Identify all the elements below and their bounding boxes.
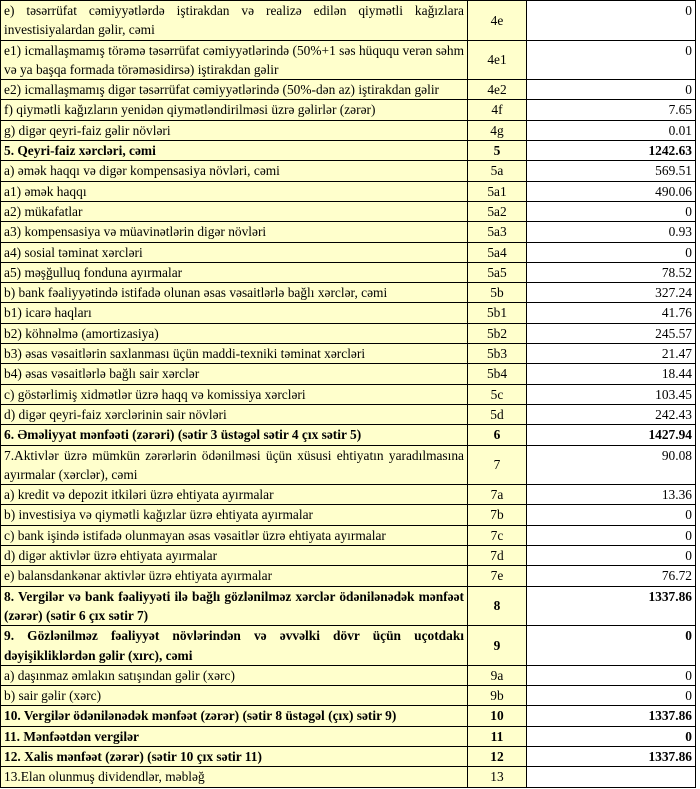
table-row: [1, 525, 696, 545]
row-label: b3) əsas vəsaitlərin saxlanması üçün maddi-texniki təminat xərcləri: [1, 344, 468, 364]
row-value: 327.24: [527, 283, 696, 303]
table-row: [1, 485, 696, 505]
row-code: 5b1: [468, 303, 527, 323]
table-row: [1, 767, 696, 787]
row-code: 6: [468, 425, 527, 445]
row-value: 490.06: [527, 181, 696, 201]
row-label: a) kredit və depozit itkiləri üzrə ehtiyata ayırmalar: [1, 485, 468, 505]
row-label: a2) mükafatlar: [1, 201, 468, 221]
row-value: 1242.63: [527, 141, 696, 161]
row-label: 13.Elan olunmuş dividendlər, məbləğ: [1, 767, 468, 787]
row-label: b2) köhnəlmə (amortizasiya): [1, 323, 468, 343]
table-row: [1, 141, 696, 161]
row-label: a) əmək haqqı və digər kompensasiya növləri, cəmi: [1, 161, 468, 181]
row-code: 5: [468, 141, 527, 161]
row-label: 8. Vergilər və bank fəaliyyəti ilə bağlı gözlənilməz xərclər ödənilənədək mənfəət (zərər) (sətir 6 çıx sətir 7): [1, 586, 468, 626]
table-row: [1, 181, 696, 201]
row-value: [527, 767, 696, 787]
table-row: [1, 384, 696, 404]
row-label: 5. Qeyri-faiz xərcləri, cəmi: [1, 141, 468, 161]
row-label: g) digər qeyri-faiz gəlir növləri: [1, 120, 468, 140]
row-code: 5d: [468, 404, 527, 424]
row-value: 1337.86: [527, 746, 696, 766]
table-row: [1, 445, 696, 485]
table-row: [1, 626, 696, 666]
table-row: [1, 303, 696, 323]
row-code: 5b: [468, 283, 527, 303]
row-code: 5a1: [468, 181, 527, 201]
table-row: [1, 283, 696, 303]
row-label: a4) sosial təminat xərcləri: [1, 242, 468, 262]
table-row: [1, 80, 696, 100]
row-value: 0: [527, 1, 696, 41]
row-label: 9. Gözlənilməz fəaliyyət növlərindən və əvvəlki dövr üçün uçotdakı dəyişikliklərdən gəlir (xırc), cəmi: [1, 626, 468, 666]
row-code: 5b2: [468, 323, 527, 343]
row-value: 0: [527, 201, 696, 221]
row-value: 0: [527, 525, 696, 545]
row-label: 7.Aktivlər üzrə mümkün zərərlərin ödənilməsi üçün xüsusi ehtiyatın yaradılmasına ayırmalar (xərclər), cəmi: [1, 445, 468, 485]
row-value: 0: [527, 686, 696, 706]
row-code: 4e2: [468, 80, 527, 100]
row-code: 4e1: [468, 40, 527, 80]
row-value: 1337.86: [527, 706, 696, 726]
table-row: [1, 161, 696, 181]
table-row: [1, 586, 696, 626]
table-row: [1, 706, 696, 726]
row-label: e) təsərrüfat cəmiyyətlərdə iştirakdan və realizə edilən qiymətli kağızlara investisiyalardan gəlir, cəmi: [1, 1, 468, 41]
row-label: 11. Mənfəətdən vergilər: [1, 726, 468, 746]
table-row: [1, 726, 696, 746]
row-value: 76.72: [527, 566, 696, 586]
table-row: [1, 505, 696, 525]
row-code: 5a: [468, 161, 527, 181]
row-label: 12. Xalis mənfəət (zərər) (sətir 10 çıx sətir 11): [1, 746, 468, 766]
row-value: 245.57: [527, 323, 696, 343]
row-value: 1337.86: [527, 586, 696, 626]
row-value: 0.01: [527, 120, 696, 140]
row-label: e2) icmallaşmamış digər təsərrüfat cəmiyyətlərində (50%-dən az) iştirakdan gəlir: [1, 80, 468, 100]
row-value: 13.36: [527, 485, 696, 505]
row-value: 0: [527, 726, 696, 746]
row-code: 12: [468, 746, 527, 766]
row-label: a) daşınmaz əmlakın satışından gəlir (xərc): [1, 665, 468, 685]
row-label: d) digər qeyri-faiz xərclərinin sair növləri: [1, 404, 468, 424]
table-row: [1, 686, 696, 706]
row-value: 78.52: [527, 262, 696, 282]
row-code: 7: [468, 445, 527, 485]
row-code: 7c: [468, 525, 527, 545]
table-row: [1, 100, 696, 120]
table-row: [1, 566, 696, 586]
row-code: 5b4: [468, 364, 527, 384]
row-label: b4) əsas vəsaitlərlə bağlı sair xərclər: [1, 364, 468, 384]
table-row: [1, 344, 696, 364]
row-label: f) qiymətli kağızların yenidən qiymətləndirilməsi üzrə gəlirlər (zərər): [1, 100, 468, 120]
row-label: b1) icarə haqları: [1, 303, 468, 323]
row-code: 5a5: [468, 262, 527, 282]
row-code: 9b: [468, 686, 527, 706]
row-value: 0.93: [527, 222, 696, 242]
row-code: 8: [468, 586, 527, 626]
row-label: c) göstərlimiş xidmətlər üzrə haqq və komissiya xərcləri: [1, 384, 468, 404]
row-label: a1) əmək haqqı: [1, 181, 468, 201]
row-value: 7.65: [527, 100, 696, 120]
table-row: [1, 364, 696, 384]
row-code: 7d: [468, 546, 527, 566]
row-code: 7e: [468, 566, 527, 586]
row-code: 11: [468, 726, 527, 746]
row-value: 1427.94: [527, 425, 696, 445]
row-code: 10: [468, 706, 527, 726]
table-row: [1, 201, 696, 221]
row-label: e) balansdankənar aktivlər üzrə ehtiyata ayırmalar: [1, 566, 468, 586]
row-value: 0: [527, 665, 696, 685]
row-value: 41.76: [527, 303, 696, 323]
table-row: [1, 120, 696, 140]
row-label: e1) icmallaşmamış törəmə təsərrüfat cəmiyyətlərində (50%+1 səs hüququ verən səhm və ya başqa formada törəməsidirsə) iştirakdan gəlir: [1, 40, 468, 80]
row-value: 90.08: [527, 445, 696, 485]
row-code: 5c: [468, 384, 527, 404]
row-code: 5a3: [468, 222, 527, 242]
row-value: 569.51: [527, 161, 696, 181]
row-label: d) digər aktivlər üzrə ehtiyata ayırmalar: [1, 546, 468, 566]
table-row: [1, 746, 696, 766]
table-row: [1, 404, 696, 424]
row-label: c) bank işində istifadə olunmayan əsas vəsaitlər üzrə ehtiyata ayırmalar: [1, 525, 468, 545]
table-row: [1, 262, 696, 282]
row-code: 4e: [468, 1, 527, 41]
row-label: b) investisiya və qiymətli kağızlar üzrə ehtiyata ayırmalar: [1, 505, 468, 525]
row-label: 10. Vergilər ödənilənədək mənfəət (zərər) (sətir 8 üstəgəl (çıx) sətir 9): [1, 706, 468, 726]
row-value: 18.44: [527, 364, 696, 384]
table-body: [1, 1, 696, 788]
row-value: 0: [527, 546, 696, 566]
row-label: b) bank fəaliyyətində istifadə olunan əsas vəsaitlərlə bağlı xərclər, cəmi: [1, 283, 468, 303]
row-code: 7a: [468, 485, 527, 505]
row-label: a3) kompensasiya və müavinətlərin digər növləri: [1, 222, 468, 242]
row-value: 0: [527, 40, 696, 80]
table-row: [1, 222, 696, 242]
row-label: b) sair gəlir (xərc): [1, 686, 468, 706]
table-row: [1, 425, 696, 445]
row-code: 4f: [468, 100, 527, 120]
table-row: [1, 242, 696, 262]
row-value: 0: [527, 505, 696, 525]
row-code: 9: [468, 626, 527, 666]
table-row: [1, 323, 696, 343]
row-value: 103.45: [527, 384, 696, 404]
table-row: [1, 40, 696, 80]
row-code: 13: [468, 767, 527, 787]
row-value: 0: [527, 80, 696, 100]
row-code: 4g: [468, 120, 527, 140]
table-row: [1, 665, 696, 685]
row-value: 0: [527, 242, 696, 262]
row-label: 6. Əməliyyat mənfəəti (zərəri) (sətir 3 üstəgəl sətir 4 çıx sətir 5): [1, 425, 468, 445]
row-label: a5) məşğulluq fonduna ayırmalar: [1, 262, 468, 282]
row-code: 5b3: [468, 344, 527, 364]
row-code: 7b: [468, 505, 527, 525]
row-code: 5a4: [468, 242, 527, 262]
row-value: 242.43: [527, 404, 696, 424]
table-row: [1, 1, 696, 41]
row-value: 0: [527, 626, 696, 666]
row-code: 9a: [468, 665, 527, 685]
row-code: 5a2: [468, 201, 527, 221]
table-row: [1, 546, 696, 566]
row-value: 21.47: [527, 344, 696, 364]
